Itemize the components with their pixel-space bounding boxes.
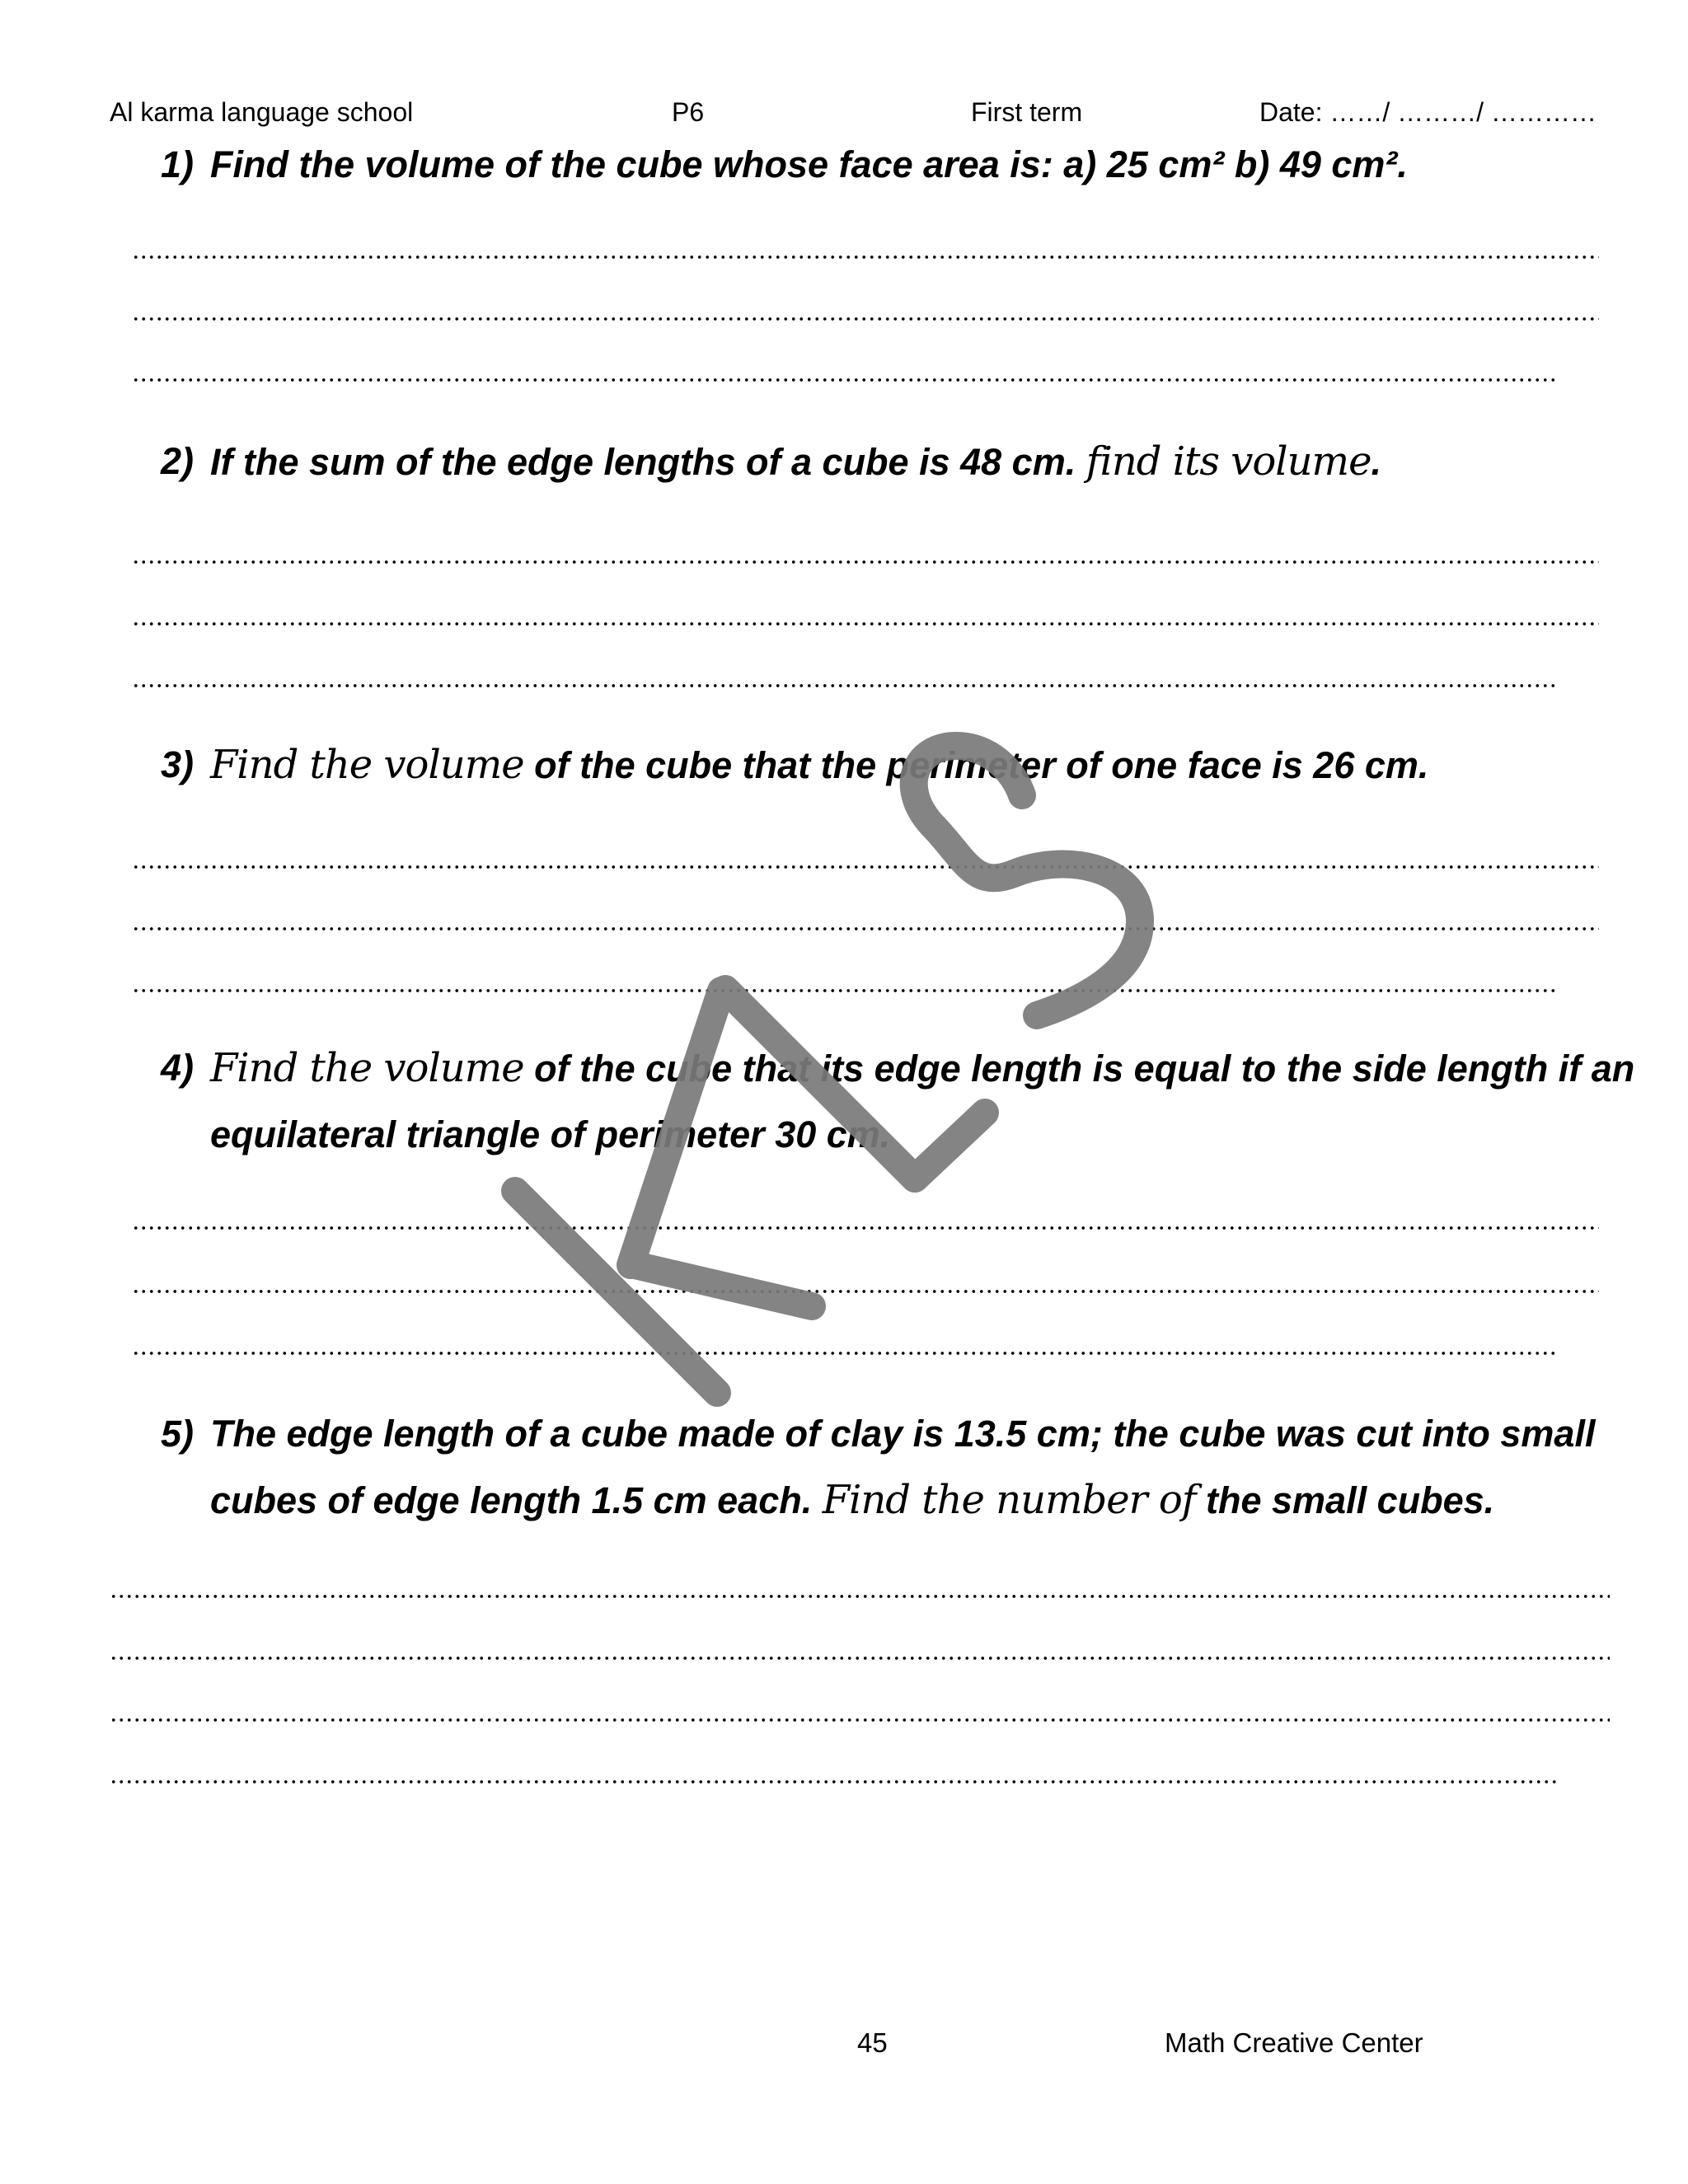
answer-line[interactable] — [132, 377, 1558, 383]
question-text — [210, 132, 1636, 198]
date-field: Date: ……/ ………/ ………… — [1259, 97, 1597, 127]
term-label: First term — [971, 97, 1083, 127]
watermark-k-leg — [635, 1265, 812, 1306]
question-text — [210, 429, 1636, 495]
text-part: The edge length of a cube made of clay is 13.5 cm; the cube was cut into small cubes of edge length 1.5 cm each. — [210, 1413, 1596, 1521]
answer-line[interactable] — [132, 316, 1599, 322]
page-number: 45 — [857, 2027, 888, 2058]
text-part: Find the volume of the cube whose face area is: a) 25 cm² b) 49 cm². — [210, 143, 1408, 185]
school-name: Al karma language school — [110, 97, 414, 127]
grade-label: P6 — [672, 97, 705, 127]
question-number: 3) — [161, 743, 195, 785]
answer-line[interactable] — [132, 559, 1599, 565]
footer-center-name: Math Creative Center — [1165, 2027, 1423, 2058]
answer-line[interactable] — [132, 1288, 1599, 1295]
question-number: 4) — [161, 1047, 195, 1089]
text-part-handwritten: Find the number of — [822, 1477, 1196, 1523]
text-part-handwritten: Find the volume — [210, 1045, 524, 1091]
question-4 — [161, 1035, 1636, 1168]
question-text — [210, 1401, 1636, 1534]
text-part-handwritten: Find the volume — [210, 742, 524, 788]
text-part: If the sum of the edge lengths of a cube is 48 cm. — [210, 441, 1086, 483]
answer-line[interactable] — [110, 1593, 1610, 1600]
question-2 — [161, 429, 1636, 495]
answer-line[interactable] — [110, 1779, 1560, 1785]
answer-line[interactable] — [132, 621, 1599, 627]
answer-line[interactable] — [132, 1225, 1599, 1231]
question-text — [210, 1035, 1636, 1168]
text-part: of the cube that the perimeter of one face is 26 cm. — [523, 744, 1429, 786]
question-number: 5) — [161, 1413, 195, 1455]
text-part-handwritten: find its volume — [1085, 438, 1372, 485]
answer-line[interactable] — [132, 254, 1599, 260]
answer-line[interactable] — [110, 1655, 1610, 1661]
text-part: of the cube that its edge length is equal to the side length if an equilateral triangle of perimeter 30 cm. — [210, 1047, 1635, 1155]
answer-line[interactable] — [132, 682, 1558, 689]
answer-line[interactable] — [110, 1717, 1610, 1723]
question-1 — [161, 132, 1636, 198]
question-number: 2) — [161, 440, 195, 482]
question-number: 1) — [161, 143, 195, 185]
answer-line[interactable] — [132, 926, 1599, 932]
answer-line[interactable] — [132, 1350, 1558, 1357]
question-3 — [161, 732, 1636, 799]
answer-line[interactable] — [132, 864, 1599, 870]
question-text — [210, 732, 1636, 799]
text-part: . — [1371, 441, 1381, 483]
question-5 — [161, 1401, 1636, 1534]
text-part: the small cubes. — [1195, 1479, 1495, 1521]
answer-line[interactable] — [132, 987, 1558, 994]
